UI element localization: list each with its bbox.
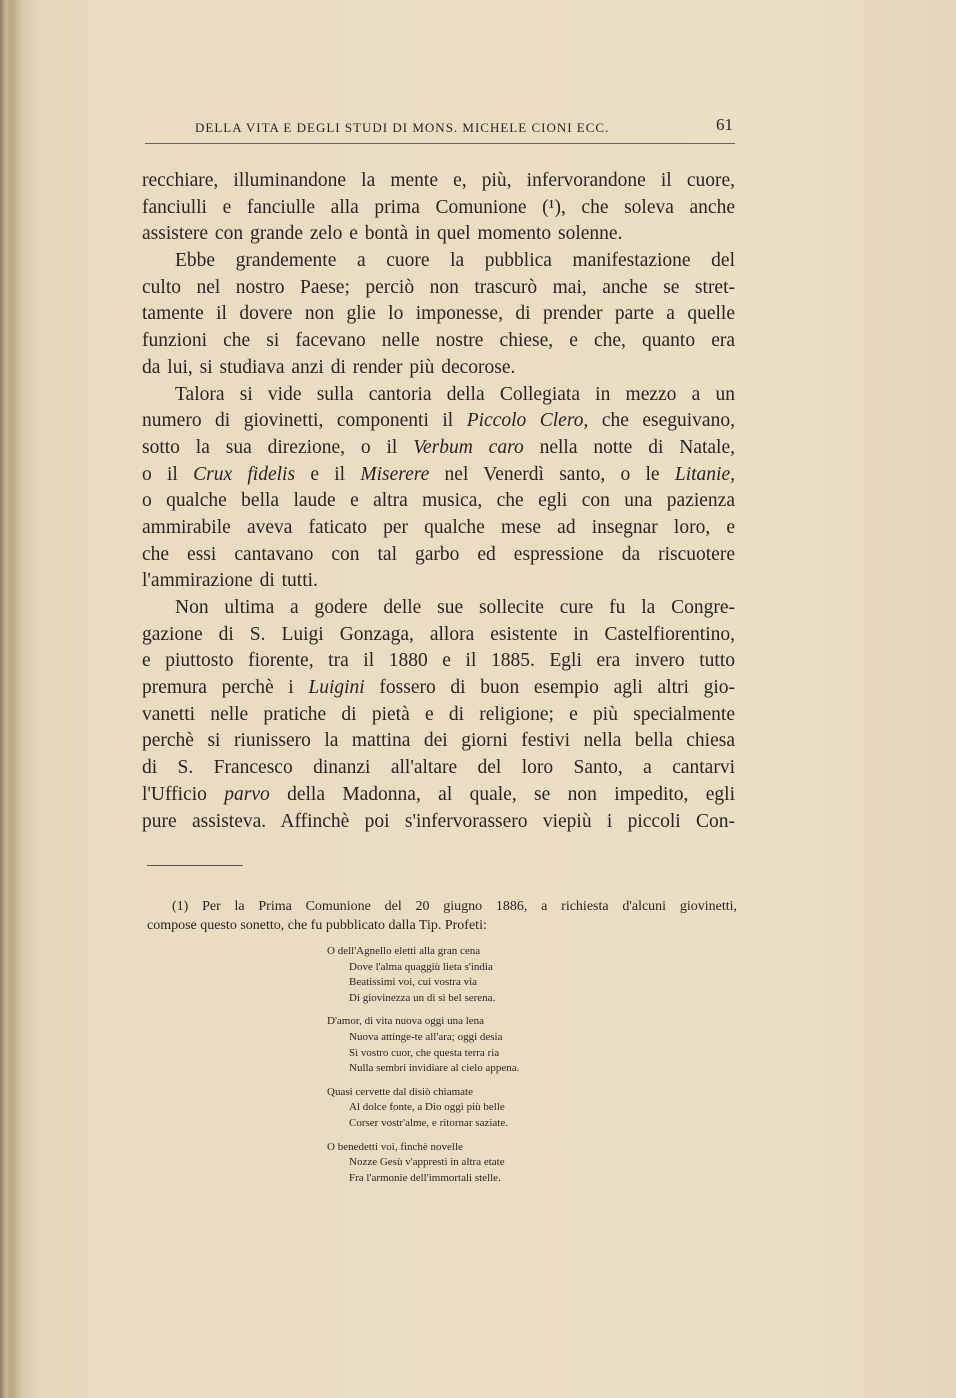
text-segment: numero di giovinetti, componenti il [142,410,467,432]
footnote-rule [147,865,243,866]
stanza [327,1014,519,1076]
text-segment: Non ultima a godere delle sue sollecite cure fu la Congre- [175,597,735,618]
text-line [142,382,735,409]
footnote [147,897,737,935]
text-segment: sotto la sua direzione, o il [142,436,414,458]
stanza [327,1085,519,1132]
text-line [142,702,735,729]
verse-line: Sì vostro cuor, che questa terra ria [349,1046,500,1059]
text-line [142,488,735,515]
text-segment: Ebbe grandemente a cuore la pubblica manifestazione del [175,250,735,272]
text-line [142,675,735,702]
italic-text: parvo [224,783,270,805]
footnote-line: compose questo sonetto, che fu pubblicato dalla Tip. Profeti: [147,918,487,933]
text-segment: ammirabile aveva faticato per qualche mese ad insegnar loro, e [142,516,735,538]
text-line [142,648,735,675]
text-line [142,542,735,569]
text-segment: perchè si riunissero la mattina dei giorni festivi nella bella chiesa [142,730,735,752]
header-rule [145,143,735,144]
text-line [142,328,735,355]
text-segment: e piuttosto fiorente, tra il 1880 e il 1885. Egli era invero tutto [142,650,735,672]
text-segment: recchiare, illuminandone la mente e, più, infervorandone il cuore, [142,170,735,191]
text-segment: assistere con grande zelo e bontà in quel momento solenne. [142,223,623,245]
text-segment: di S. Francesco dinanzi all'altare del loro Santo, a cantarvi [142,757,735,779]
text-segment: che essi cantavano con tal garbo ed espressione da riscuotere [142,543,735,565]
text-segment: Talora si vide sulla cantoria della Collegiata in mezzo a un [175,383,735,405]
text-segment: tamente il dovere non glie lo imponesse, di prender parte a quelle [142,303,735,325]
verse-line: Quasi cervette dal disiò chiamate [327,1085,473,1098]
text-segment: o il [142,463,194,485]
text-line [142,515,735,542]
text-line [142,355,735,382]
text-line [142,809,735,836]
verse-line: Corser vostr'alme, e ritornar saziate. [349,1116,508,1129]
footnote-line: (1) Per la Prima Comunione del 20 giugno 1886, a richiesta d'alcuni giovinetti, [172,899,737,914]
text-segment: nel Venerdì santo, o le [429,463,675,485]
text-line [142,782,735,809]
body-text [142,168,735,835]
verse-line: Fra l'armonie dell'immortali stelle. [349,1171,501,1184]
page-number: 61 [716,115,733,134]
text-line [142,275,735,302]
italic-text: Miserere [360,463,430,485]
italic-text: Luigini [308,677,365,699]
stanza [327,1140,519,1187]
italic-text: Verbum caro [413,436,524,458]
text-segment: pure assisteva. Affinchè poi s'infervorassero viepiù i piccoli Con- [142,810,735,832]
text-line [142,248,735,275]
verse-line: Beatissimi voi, cui vostra via [349,976,478,989]
text-line [142,568,735,595]
text-line [142,435,735,462]
text-segment: gazione di S. Luigi Gonzaga, allora esistente in Castelfiorentino, [142,623,735,645]
text-line [142,595,735,622]
text-segment: l'ammirazione di tutti. [142,570,318,592]
verse-line: O benedetti voi, finchè novelle [327,1140,463,1153]
text-segment: vanetti nelle pratiche di pietà e di religione; e più specialmente [142,703,735,725]
running-title: DELLA VITA E DEGLI STUDI DI MONS. MICHELE CIONI ECC. [195,120,610,135]
text-line [142,168,735,195]
text-line [142,622,735,649]
text-segment: premura perchè i [142,677,309,699]
text-line [142,755,735,782]
text-segment: nella notte di Natale, [523,436,735,458]
text-segment: fossero di buon esempio agli altri gio- [364,677,735,699]
text-line [142,462,735,489]
italic-text: Piccolo Clero, [466,410,589,432]
text-segment: fanciulli e fanciulle alla prima Comunione (¹), che soleva anche [142,196,735,218]
text-line [142,408,735,435]
verse-line: Di giovinezza un dì sì bel serena. [349,991,496,1004]
text-segment: culto nel nostro Paese; perciò non trascurò mai, anche se stret- [142,276,735,298]
text-line [142,301,735,328]
verse-line: Al dolce fonte, a Dio oggi più belle [349,1101,505,1114]
verse-line: Dove l'alma quaggiù lieta s'india [349,960,493,973]
text-segment: che eseguivano, [588,410,735,432]
sonnet [327,944,519,1194]
running-header [195,117,735,139]
verse-line: O dell'Agnello eletti alla gran cena [327,945,481,957]
text-line [142,195,735,222]
text-segment: funzioni che si facevano nelle nostre chiese, e che, quanto era [142,330,735,352]
text-segment: della Madonna, al quale, se non impedito, egli [269,783,736,805]
italic-text: Litanie, [674,463,735,485]
verse-line: Nulla sembri invidiare al cielo appena. [349,1062,520,1075]
stanza [327,944,519,1006]
text-segment: da lui, si studiava anzi di render più decorose. [142,356,516,378]
verse-line: D'amor, di vita nuova oggi una lena [327,1015,485,1028]
italic-text: Crux fidelis [193,463,296,485]
text-segment: o qualche bella laude e altra musica, che egli con una pazienza [142,490,735,512]
text-segment: e il [295,463,361,485]
verse-line: Nozze Gesù v'appresti in altra etate [349,1156,505,1169]
text-segment: l'Ufficio [142,783,225,805]
text-line [142,221,735,248]
text-line [142,728,735,755]
verse-line: Nuova attinge-te all'ara; oggi desia [349,1030,503,1043]
